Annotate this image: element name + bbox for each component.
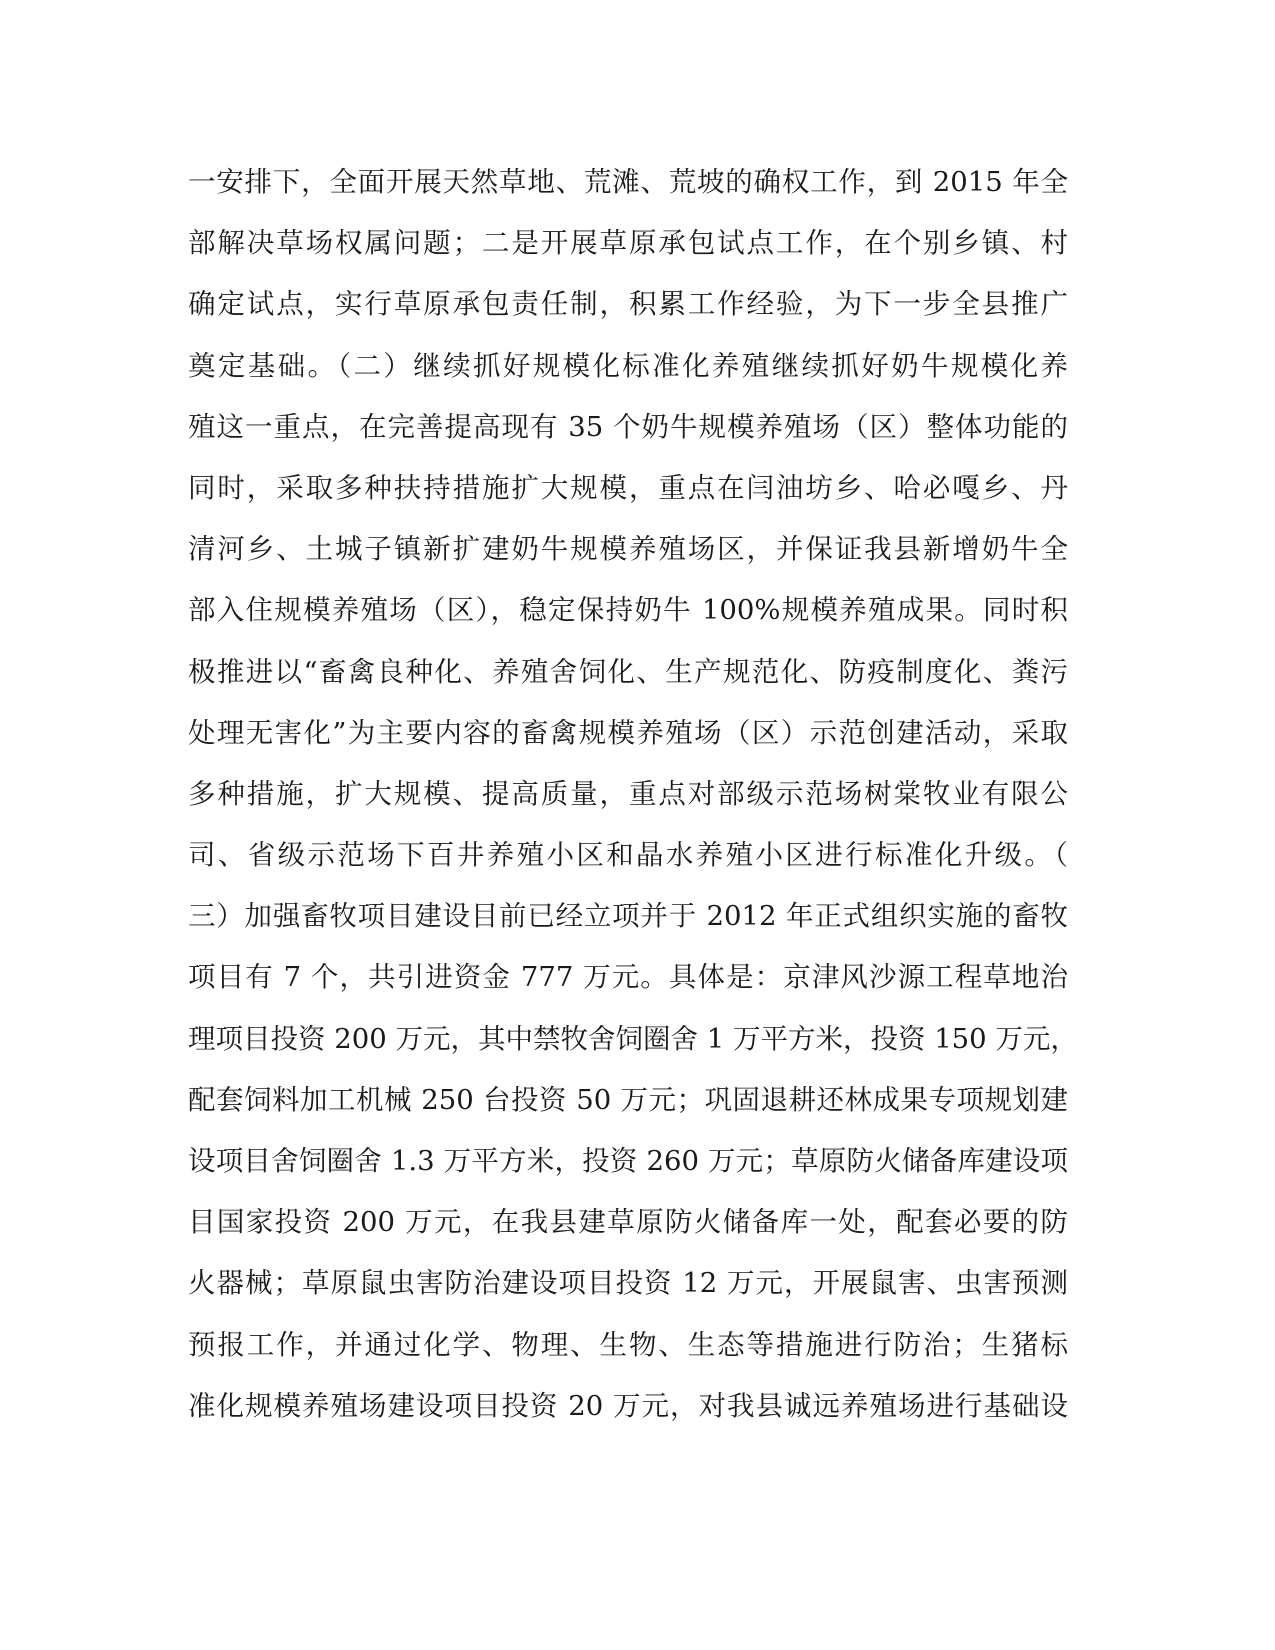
text-line: 设项目舍饲圈舍 1.3 万平方米，投资 260 万元；草原防火储备库建设项	[188, 1145, 1068, 1177]
text-line: 殖这一重点，在完善提高现有 35 个奶牛规模养殖场（区）整体功能的	[188, 410, 1068, 443]
text-line: 配套饲料加工机械 250 台投资 50 万元；巩固退耕还林成果专项规划建	[188, 1083, 1068, 1116]
text-line: 奠定基础。（二）继续抓好规模化标准化养殖继续抓好奶牛规模化养	[188, 349, 1068, 382]
text-line: 多种措施，扩大规模、提高质量，重点对部级示范场树棠牧业有限公	[188, 777, 1068, 810]
text-line: 同时，采取多种扶持措施扩大规模，重点在闫油坊乡、哈必嘎乡、丹	[188, 471, 1068, 504]
text-line: 预报工作，并通过化学、物理、生物、生态等措施进行防治；生猪标	[188, 1328, 1068, 1361]
text-line: 火器械；草原鼠虫害防治建设项目投资 12 万元，开展鼠害、虫害预测	[188, 1267, 1068, 1300]
text-line: 清河乡、土城子镇新扩建奶牛规模养殖场区，并保证我县新增奶牛全	[188, 533, 1068, 566]
text-line: 处理无害化”为主要内容的畜禽规模养殖场（区）示范创建活动，采取	[188, 716, 1068, 749]
text-line: 部入住规模养殖场（区），稳定保持奶牛 100%规模养殖成果。同时积	[188, 594, 1068, 627]
text-line: 理项目投资 200 万元，其中禁牧舍饲圈舍 1 万平方米，投资 150 万元，	[188, 1022, 1078, 1055]
text-line: 一安排下，全面开展天然草地、荒滩、荒坡的确权工作，到 2015 年全	[188, 166, 1068, 198]
text-line: 三）加强畜牧项目建设目前已经立项并于 2012 年正式组织实施的畜牧	[188, 900, 1068, 933]
text-line: 准化规模养殖场建设项目投资 20 万元，对我县诚远养殖场进行基础设	[188, 1389, 1068, 1422]
text-line: 司、省级示范场下百井养殖小区和晶水养殖小区进行标准化升级。（	[188, 839, 1068, 872]
text-line: 部解决草场权属问题；二是开展草原承包试点工作，在个别乡镇、村	[188, 227, 1068, 260]
text-line: 项目有 7 个，共引进资金 777 万元。具体是：京津风沙源工程草地治	[188, 961, 1068, 994]
text-line: 目国家投资 200 万元，在我县建草原防火储备库一处，配套必要的防	[188, 1206, 1068, 1239]
body-text	[188, 162, 1078, 1447]
text-line: 极推进以“畜禽良种化、养殖舍饲化、生产规范化、防疫制度化、粪污	[188, 655, 1068, 688]
text-line: 确定试点，实行草原承包责任制，积累工作经验，为下一步全县推广	[188, 288, 1068, 321]
